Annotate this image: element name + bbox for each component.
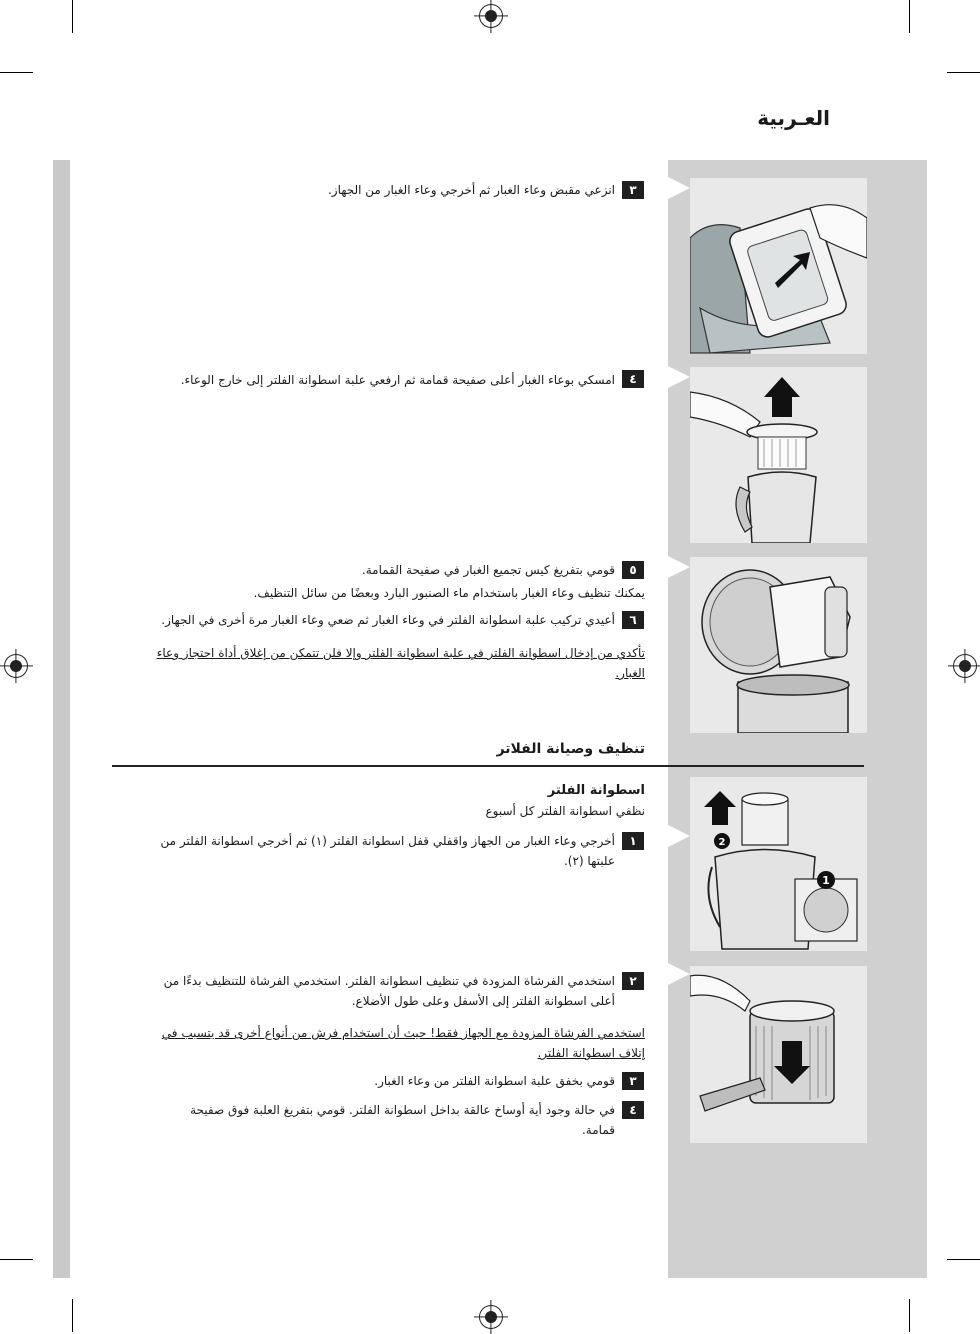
left-margin-band [53, 160, 70, 1278]
subsection-title: اسطوانة الفلتر [547, 783, 645, 798]
illustration-remove-dust-container [690, 178, 867, 354]
registration-mark [953, 654, 977, 678]
crop-mark [72, 0, 73, 33]
illustration-remove-filter-cartridge [690, 777, 867, 951]
crop-mark [909, 1299, 910, 1332]
step-text: علبتها (٢). [563, 854, 615, 868]
callout-one-label: 1 [822, 874, 830, 887]
warning-note: إتلاف اسطوانة الفلتر. [537, 1046, 645, 1060]
step-number: ٣ [622, 181, 644, 199]
warning-note: الغبار. [615, 666, 645, 680]
step-text: في حالة وجود أية أوساخ عالقة بداخل اسطوانة الفلتر. قومي بتفريغ العلبة فوق صفيحة [190, 1103, 615, 1117]
panel-notch [668, 366, 690, 388]
step-number: ٤ [622, 370, 644, 388]
step-number: ٦ [622, 611, 644, 629]
crop-mark [72, 1299, 73, 1332]
step-text: أعلى اسطوانة الفلتر إلى الأسفل وعلى طول الأضلاع. [351, 994, 615, 1008]
step-text: أخرجي وعاء الغبار من الجهاز واقفلي قفل اسطوانة الفلتر (١) ثم أخرجي اسطوانة الفلتر من [160, 834, 615, 848]
callout-two-label: 2 [718, 837, 726, 848]
panel-notch [668, 963, 690, 985]
crop-mark [0, 1259, 33, 1260]
crop-mark [947, 1259, 980, 1260]
illustration-empty-dust-bin [690, 557, 867, 733]
panel-notch [668, 825, 690, 847]
step-text-secondary: يمكنك تنظيف وعاء الغبار باستخدام ماء الصنبور البارد وبعضًا من سائل التنظيف. [253, 586, 645, 600]
registration-mark [479, 1305, 503, 1329]
step-number: ٣ [622, 1072, 644, 1090]
warning-note: استخدمي الفرشاة المزودة مع الجهاز فقط! حيث أن استخدام فرش من أنواع أخرى قد يتسبب في [161, 1026, 645, 1040]
step-text: قومي بخفق علبة اسطوانة الفلتر من وعاء الغبار. [374, 1074, 615, 1088]
section-title: تنظيف وصيانة الفلاتر [496, 741, 645, 757]
step-text: امسكي بوعاء الغبار أعلى صفيحة قمامة ثم ارفعي علبة اسطوانة الفلتر إلى خارج الوعاء. [180, 373, 615, 387]
registration-mark [479, 4, 503, 28]
warning-note: تأكدي من إدخال اسطوانة الفلتر في علبة اسطوانة الفلتر وإلا فلن تتمكن من إغلاق أداة احتجاز وعاء [156, 646, 645, 660]
crop-mark [947, 72, 980, 73]
crop-mark [909, 0, 910, 33]
step-text: قومي بتفريغ كيس تجميع الغبار في صفيحة القمامة. [361, 563, 615, 577]
panel-notch [668, 177, 690, 199]
illustration-lift-filter-holder [690, 367, 867, 543]
step-number: ١ [622, 832, 644, 850]
step-number: ٢ [622, 972, 644, 990]
step-text: استخدمي الفرشاة المزودة في تنظيف اسطوانة الفلتر. استخدمي الفرشاة للتنظيف بدءًا من [163, 974, 615, 988]
step-text: انزعي مقبض وعاء الغبار ثم أخرجي وعاء الغبار من الجهاز. [327, 183, 615, 197]
step-number: ٤ [622, 1101, 644, 1119]
step-text: أعيدي تركيب علبة اسطوانة الفلتر في وعاء الغبار ثم ضعي وعاء الغبار مرة أخرى في الجهاز. [161, 613, 615, 627]
section-divider [112, 765, 864, 767]
step-number: ٥ [622, 561, 644, 579]
illustration-brush-filter [690, 966, 867, 1143]
step-text: قمامة. [581, 1123, 615, 1137]
page-title: العـربية [757, 106, 830, 130]
crop-mark [0, 72, 33, 73]
panel-notch [668, 556, 690, 578]
subsection-intro: نظفي اسطوانة الفلتر كل أسبوع [485, 804, 645, 818]
registration-mark [4, 654, 28, 678]
